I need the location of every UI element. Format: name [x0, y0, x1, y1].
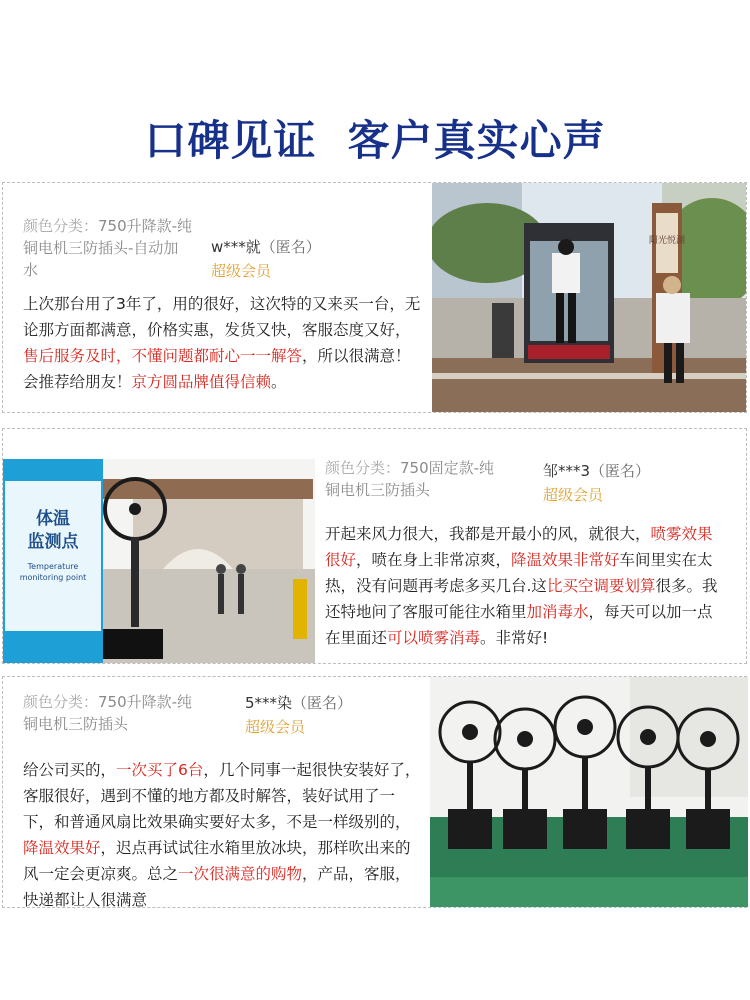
review-highlight: 京方圆品牌值得信赖 [131, 373, 272, 391]
review-highlight: 一次买了6台 [116, 761, 204, 779]
reviewer-name: 5***染 [245, 694, 293, 712]
variant-label: 颜色分类： [23, 217, 99, 235]
svg-text:监测点: 监测点 [27, 532, 79, 552]
review-highlight: 降温效果非常好 [511, 551, 620, 569]
variant-info: 颜色分类：750固定款-纯 铜电机三防插头 [325, 459, 495, 499]
variant-label: 颜色分类： [325, 459, 401, 477]
review-segment: 开起来风力很大，我都是开最小的风，就很大， [325, 525, 651, 543]
anonymous-tag: （匿名） [260, 238, 321, 256]
review-segment: 很多。我还特地问了客服可能往水箱里 [325, 577, 718, 621]
review-segment: ，迟点再试试往水箱里放冰块，那样吹出来的风一定会更凉爽。总之 [23, 839, 411, 883]
review-segment: ，几个同事一起很快安装好了，客服很好，遇到不懂的地方都及时解答，装好试用了一下，和普通风扇比效果确实要好太多，不是一样级别的， [23, 761, 421, 831]
svg-text:Temperature: Temperature [27, 562, 79, 571]
review-text [23, 757, 423, 913]
variant-label: 颜色分类： [23, 693, 99, 711]
reviewer-info [211, 235, 321, 283]
reviewer-info [543, 459, 650, 507]
member-badge: 超级会员 [245, 718, 306, 736]
svg-text:体温: 体温 [36, 509, 70, 529]
reviewer-name: 邹***3 [543, 462, 591, 480]
review-photo-fans [430, 677, 748, 907]
svg-text:monitoring point: monitoring point [19, 573, 87, 582]
review-segment: ，每天可以加一点在里面还 [325, 603, 713, 647]
anonymous-tag: （匿名） [292, 694, 353, 712]
sign-text: 阳光悦湖 [648, 236, 686, 246]
review-text [23, 291, 423, 395]
review-photo-monitoring-point [3, 459, 315, 663]
review-highlight: 一次很满意的购物 [178, 865, 303, 883]
review-highlight: 喷雾效果很好 [325, 525, 713, 569]
review-segment: ，所以很满意！会推荐给朋友！ [23, 347, 411, 391]
member-badge: 超级会员 [211, 262, 272, 280]
review-segment: 上次那台用了3年了，用的很好，这次特的又来买一台，无论那方面都满意，价格实惠，发货又快，客服态度又好， [23, 295, 421, 339]
review-highlight: 降温效果好 [23, 839, 101, 857]
review-text [325, 521, 725, 651]
review-segment: 给公司买的， [23, 761, 117, 779]
page-title: 口碑见证 客户真实心声 [144, 116, 606, 165]
variant-info: 颜色分类：750升降款-纯 铜电机三防插头-自动加 水 [23, 217, 193, 279]
review-segment: ，产品，客服，快递都让人很满意 [23, 865, 411, 909]
review-segment: 。 [271, 373, 287, 391]
variant-info: 颜色分类：750升降款-纯 铜电机三防插头 [23, 693, 193, 733]
review-segment: 车间里实在太热，没有问题再考虑多买几台.这 [325, 551, 713, 595]
review-highlight: 售后服务及时，不懂问题都耐心一一解答 [23, 347, 303, 365]
review-card-2 [2, 428, 747, 664]
review-segment: ，喷在身上非常凉爽， [356, 551, 512, 569]
anonymous-tag: （匿名） [590, 462, 651, 480]
member-badge: 超级会员 [543, 486, 604, 504]
review-segment: 。非常好! [480, 629, 549, 647]
review-photo-guard-booth [432, 183, 746, 412]
review-highlight: 比买空调要划算 [546, 577, 656, 595]
reviewer-name: w***就 [211, 238, 261, 256]
reviewer-info [245, 691, 352, 739]
review-highlight: 加消毒水 [526, 603, 589, 621]
review-highlight: 可以喷雾消毒 [387, 629, 481, 647]
review-card-1 [2, 182, 747, 413]
review-card-3 [2, 676, 747, 908]
